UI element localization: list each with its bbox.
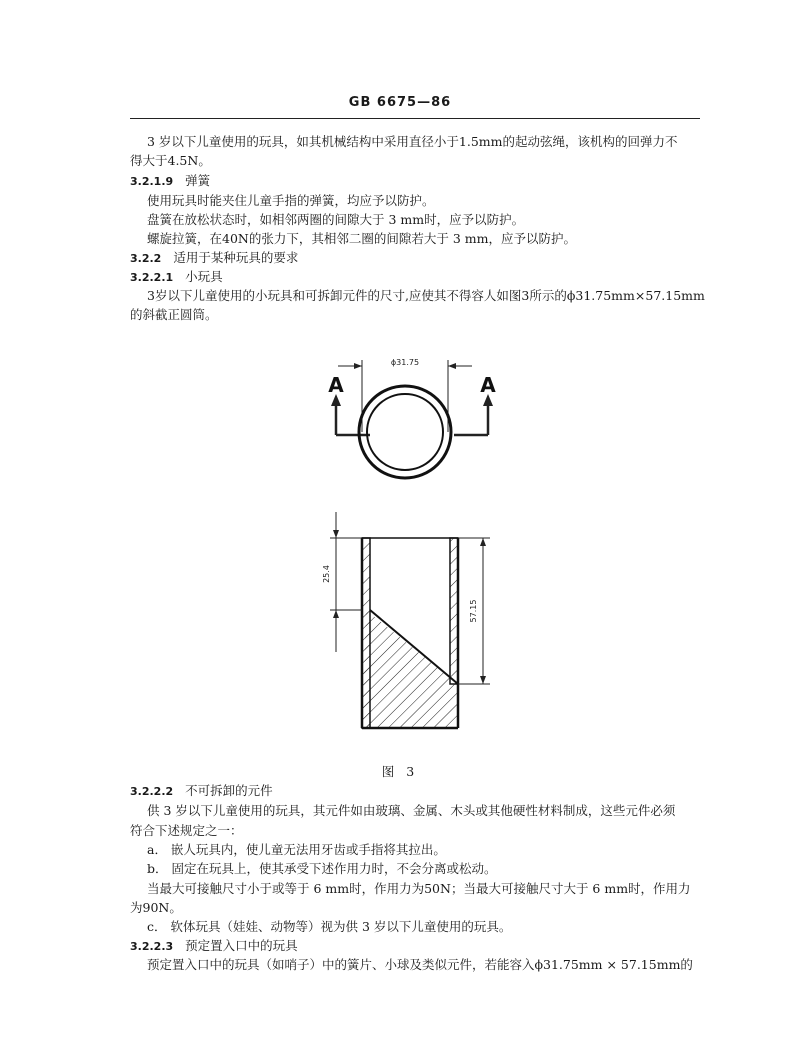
paragraph-line: 3 岁以下儿童使用的玩具，如其机械结构中采用直径小于1.5mm的起动弦绳，该机构的回弹力不 [147, 134, 678, 149]
paragraph-line: 得大于4.5N。 [130, 153, 211, 168]
section-label-right: A [480, 373, 496, 397]
paragraph-line: 使用玩具时能夹住儿童手指的弹簧，均应予以防护。 [147, 193, 435, 208]
upper-height-dimension [322, 512, 362, 652]
section-heading: 3.2.1.9 弹簧 [130, 173, 211, 188]
section-view [362, 538, 458, 728]
page-header: GB 6675—86 [348, 95, 452, 110]
list-item: b． 固定在玩具上，使其承受下述作用力时，不会分离或松动。 [147, 861, 497, 876]
paragraph-line: 符合下述规定之一： [130, 823, 243, 838]
header-rule [130, 118, 700, 119]
diameter-label: ϕ31.75 [390, 358, 420, 367]
section-label-left: A [328, 373, 344, 397]
section-heading: 3.2.2.2 不可拆卸的元件 [130, 783, 273, 798]
section-heading: 3.2.2 适用于某种玩具的要求 [130, 250, 299, 265]
inner-ring [367, 394, 443, 470]
paragraph-line: 的斜截正圆筒。 [130, 307, 218, 322]
total-height-label: 57.15 [469, 599, 478, 623]
paragraph-line: 供 3 岁以下儿童使用的玩具，其元件如由玻璃、金属、木头或其他硬性材料制成，这些元件必须 [147, 803, 676, 818]
upper-height-label: 25.4 [322, 565, 331, 583]
list-item: c． 软体玩具（娃娃、动物等）视为供 3 岁以下儿童使用的玩具。 [147, 919, 512, 934]
paragraph-line: 盘簧在放松状态时，如相邻两圈的间隙大于 3 mm时，应予以防护。 [147, 212, 525, 227]
total-height-dimension [458, 538, 490, 684]
paragraph-line: 3岁以下儿童使用的小玩具和可拆卸元件的尺寸,应使其不得容人如图3所示的ϕ31.75mm×57.15mm [147, 288, 705, 303]
paragraph-line: 当最大可接触尺寸小于或等于 6 mm时，作用力为50N；当最大可接触尺寸大于 6 mm时，作用力 [147, 881, 691, 896]
list-item: a． 嵌人玩具内，使儿童无法用牙齿或手指将其拉出。 [147, 842, 446, 857]
section-arrow-right [454, 373, 496, 435]
figure-caption: 图 3 [381, 764, 419, 779]
section-heading: 3.2.2.3 预定置入口中的玩具 [130, 938, 298, 953]
paragraph-line: 螺旋拉簧，在40N的张力下，其相邻二圈的间隙若大于 3 mm，应予以防护。 [147, 231, 576, 246]
section-heading: 3.2.2.1 小玩具 [130, 269, 223, 284]
outer-ring [359, 386, 451, 478]
section-arrow-left [328, 373, 370, 435]
paragraph-line: 为90N。 [130, 900, 182, 915]
paragraph-line: 预定置入口中的玩具（如哨子）中的簧片、小球及类似元件，若能容入ϕ31.75mm × 57.15mm的 [147, 957, 693, 972]
figure-3-cylinder [300, 352, 510, 742]
